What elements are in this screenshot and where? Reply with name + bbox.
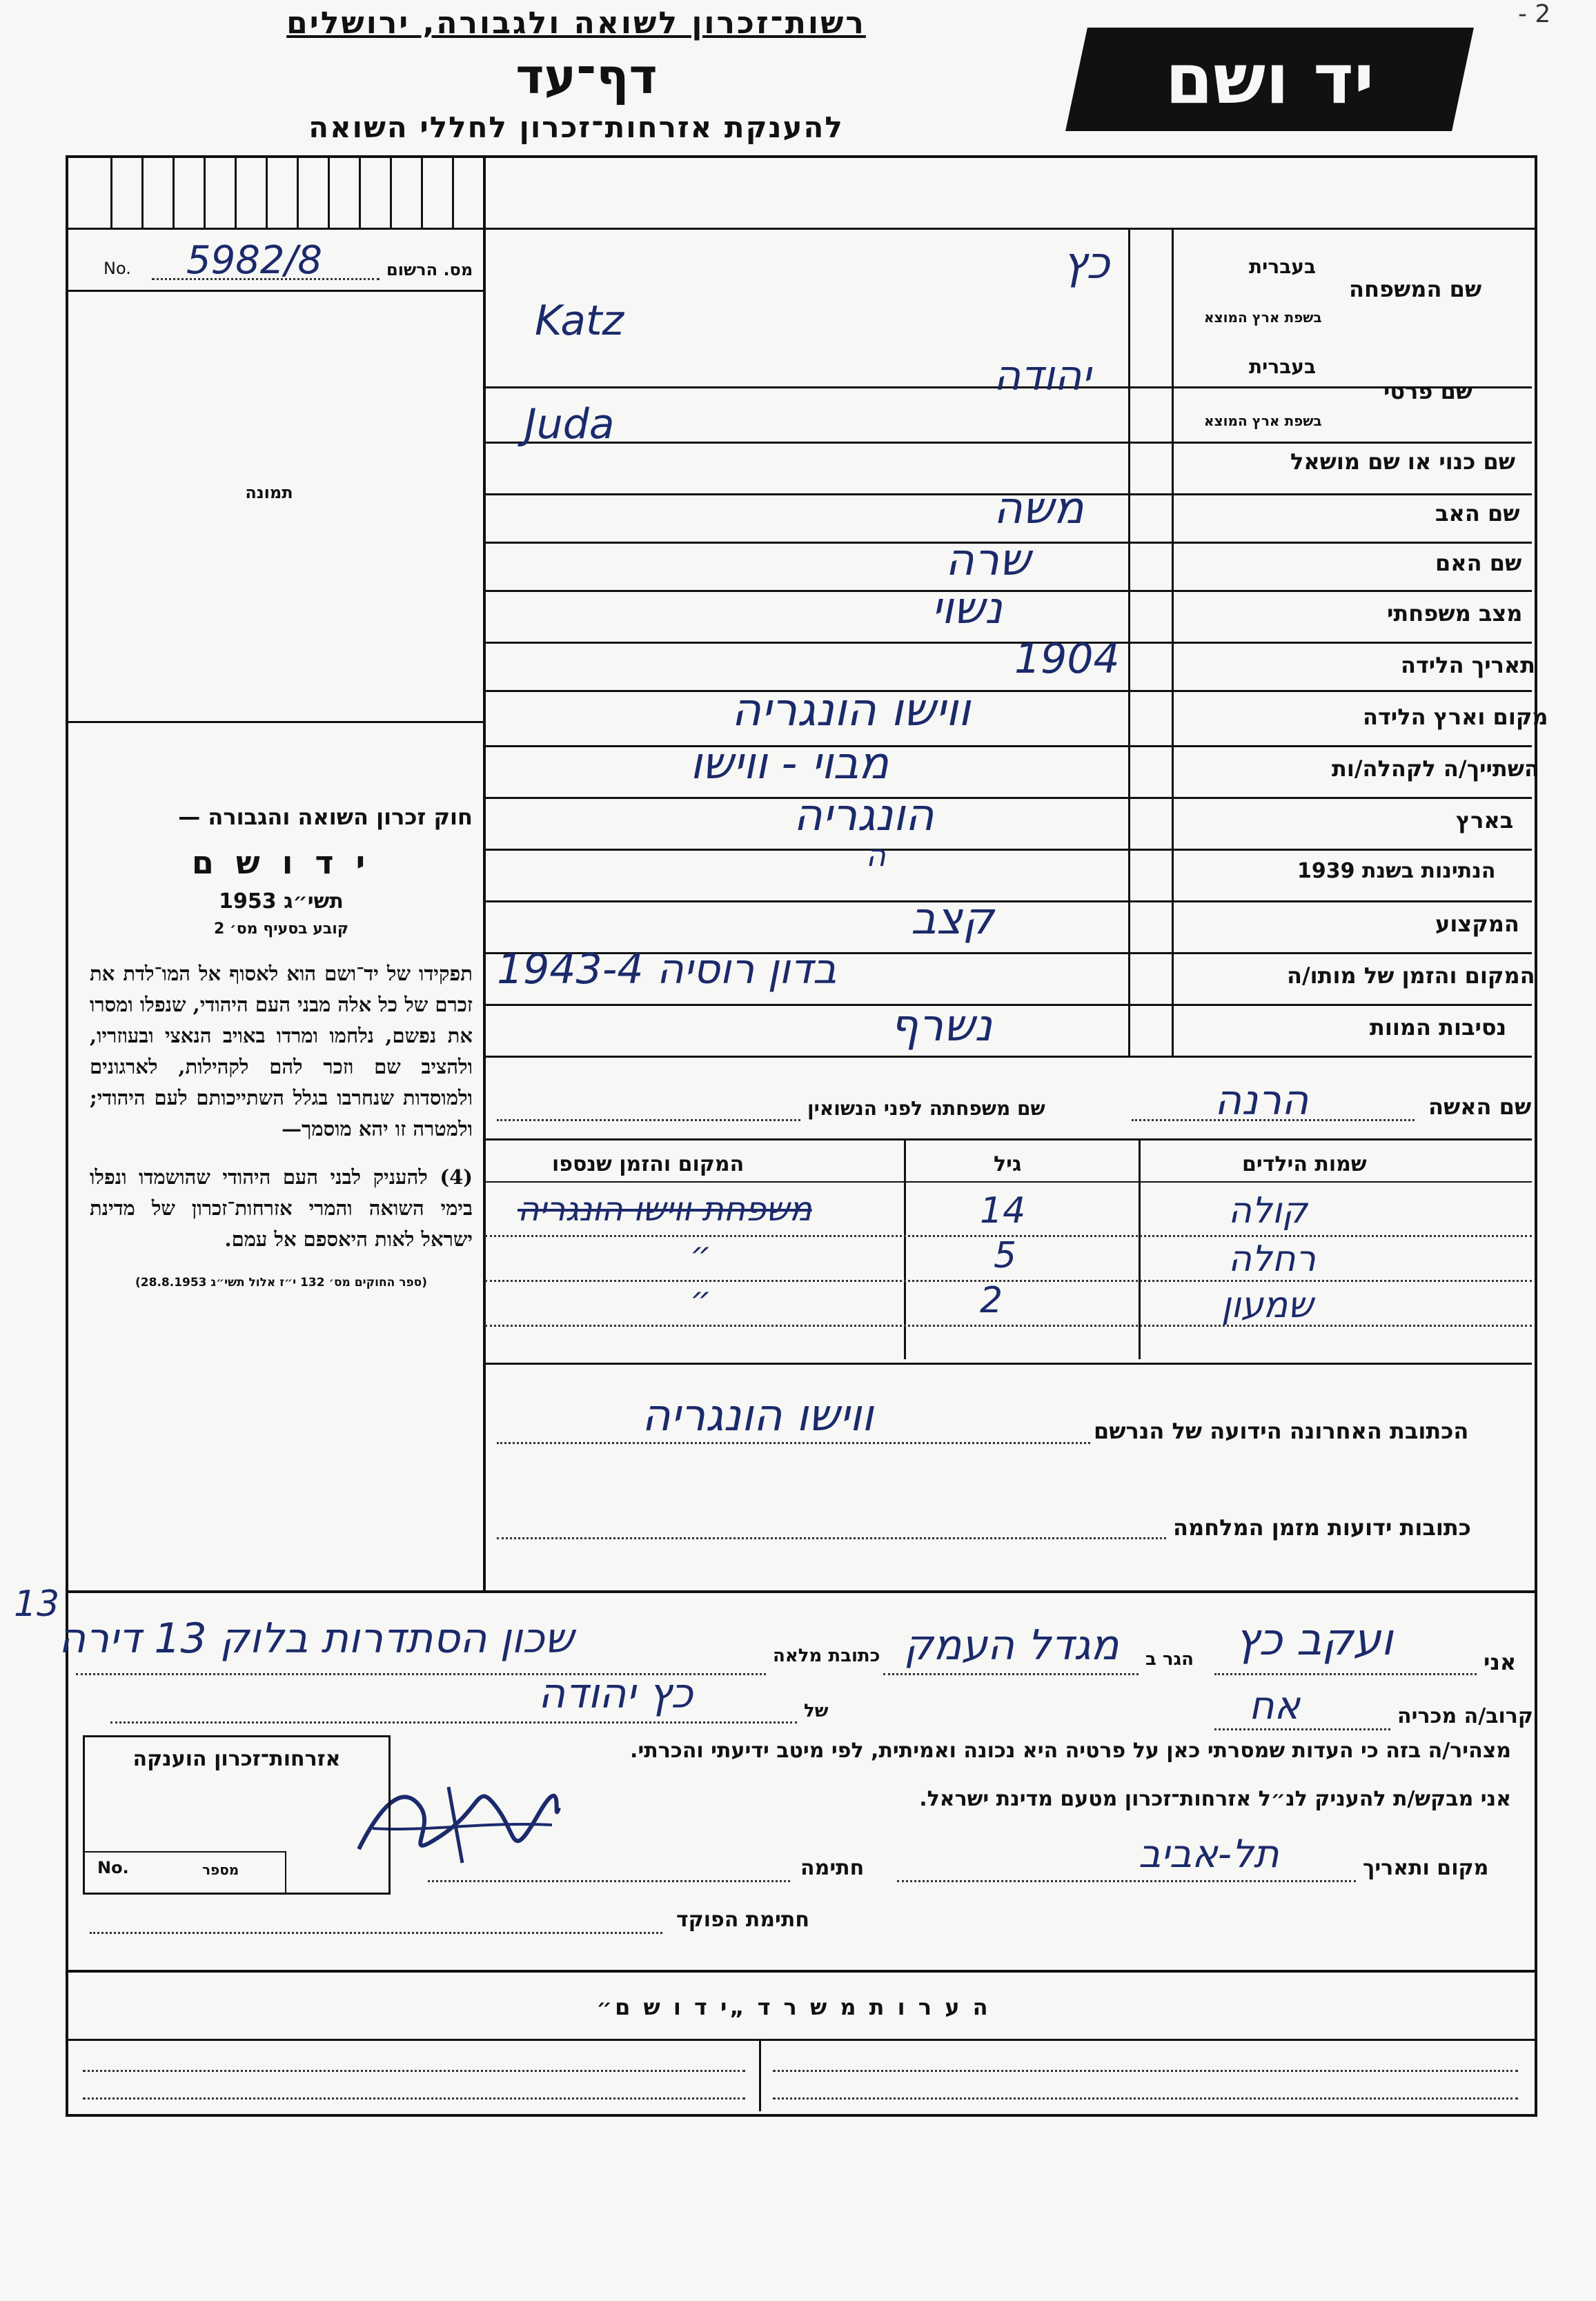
first-name-origin: Juda xyxy=(524,400,615,448)
child-1-age: 14 xyxy=(980,1190,1026,1232)
wife-label: שם האשה xyxy=(1428,1094,1532,1120)
child-2-place: ״ xyxy=(690,1235,711,1274)
first-name-hebrew: יהודה xyxy=(994,352,1091,400)
registration-number: 5982/8 xyxy=(186,238,323,283)
office-remarks-title: ה ע ר ו ת מ ש ר ד „י ד ו ש ם״ xyxy=(596,1994,991,2020)
child-1-place: משפחת ווישו הונגריה xyxy=(518,1190,812,1229)
marital-label: מצב משפחתי xyxy=(1387,600,1523,626)
birthplace-value: ווישו הונגריה xyxy=(731,683,971,736)
witness-i-label: אני xyxy=(1484,1649,1517,1675)
war-address-label: כתובות ידועות מזמן המלחמה xyxy=(1173,1514,1471,1541)
profession-label: המקצוע xyxy=(1435,911,1519,937)
child-3-name: שמעון xyxy=(1221,1285,1314,1326)
first-name-label: שם פרטי xyxy=(1383,378,1473,404)
law-clause: קובע בסעיף מס׳ 2 xyxy=(213,920,349,938)
citizenship-number-label: מספר xyxy=(202,1861,239,1878)
witness-name: ועקב כץ xyxy=(1235,1614,1393,1666)
law-block xyxy=(90,804,473,1290)
citizenship-title: אזרחות־זכרון הוענקה xyxy=(132,1747,341,1771)
logo-text: יד ושם xyxy=(1165,39,1375,119)
child-3-place: ״ xyxy=(690,1280,711,1319)
child-1-name: קולה xyxy=(1228,1190,1308,1232)
country-value: הונגריה xyxy=(794,790,934,841)
witness-city: מגדל העמק xyxy=(904,1621,1119,1670)
signature-label: חתימה xyxy=(800,1856,865,1880)
witness-lives-label: הגר ב xyxy=(1145,1649,1194,1670)
family-name-label: שם המשפחה xyxy=(1349,276,1482,302)
father-label: שם האב xyxy=(1435,500,1520,526)
death-place-value: בדון רוסיה 1943-4 xyxy=(497,945,837,994)
family-origin-label: בשפת ארץ המוצא xyxy=(1204,309,1322,326)
form-subtitle: להענקת אזרחות־זכרון לחללי השואה xyxy=(308,110,844,144)
death-circumstances-label: נסיבות המוות xyxy=(1370,1014,1507,1040)
profession-value: קצב xyxy=(911,893,994,945)
margin-number: 13 xyxy=(14,1583,60,1625)
law-year: תשי״ג 1953 xyxy=(219,889,344,914)
relative-label: קרוב/ה מכריה xyxy=(1397,1704,1533,1728)
law-title: חוק זכרון השואה והגבורה — xyxy=(178,804,473,830)
registration-label: מס. הרשום xyxy=(386,260,473,279)
form-title: דף־עד xyxy=(515,48,658,105)
family-name-hebrew: כץ xyxy=(1063,238,1110,289)
child-2-age: 5 xyxy=(994,1235,1017,1276)
citizenship-box xyxy=(83,1735,391,1895)
yad-vashem-logo xyxy=(1065,28,1474,131)
father-value: משה xyxy=(994,483,1084,534)
declaration-text: מצהיר/ה בזה כי העדות שמסרתי כאן על פרטיה היא נכונה ואמיתית, לפי מיטב ידיעתי והכרתי. xyxy=(630,1739,1511,1763)
place-date-label: מקום ותאריך xyxy=(1363,1856,1489,1880)
of-label: של xyxy=(804,1701,829,1721)
wife-value: הרנה xyxy=(1214,1076,1309,1125)
death-circumstances-value: נשרף xyxy=(890,1000,993,1051)
law-text-2: (4) להעניק לבני העם היהודי שהושמדו ונפלו בימי השואה והמרי אזרחות־זכרון של מדינת ישראל לאות היאספם אל עמם. xyxy=(90,1165,473,1251)
no-label: No. xyxy=(104,259,131,278)
witness-address-label: כתובת מלאה xyxy=(773,1646,880,1666)
wife-maiden-label: שם משפחתה לפני הנשואין xyxy=(807,1097,1045,1120)
children-age-header: גיל xyxy=(994,1152,1022,1176)
law-name: י ד ו ש ם xyxy=(191,844,371,881)
family-hebrew-label: בעברית xyxy=(1249,255,1317,278)
country-label: בארץ xyxy=(1456,807,1514,833)
birthdate-label: תאריך הלידה xyxy=(1401,652,1536,678)
child-3-age: 2 xyxy=(980,1280,1003,1321)
first-hebrew-label: בעברית xyxy=(1249,355,1317,378)
community-label: השתייך/ה לקהלה/ות xyxy=(1332,756,1540,782)
registration-row xyxy=(97,238,476,286)
law-citation: (ספר החוקים מס׳ 132 י״ז אלול תשי״ג 28.8.1953) xyxy=(135,1276,427,1290)
community-value: מבוי - ווישו xyxy=(690,738,889,789)
birthplace-label: מקום וארץ הלידה xyxy=(1363,704,1548,730)
child-2-name: רחלה xyxy=(1228,1238,1316,1280)
last-address-label: הכתובת האחרונה הידועה של הנרשם xyxy=(1094,1418,1469,1444)
request-text: אני מבקש/ת להעניק לנ״ל אזרחות־זכרון מטעם מדינת ישראל. xyxy=(919,1787,1511,1811)
residence-label: הנתינות בשנת 1939 xyxy=(1297,859,1496,883)
citizenship-no-label: No. xyxy=(97,1858,129,1877)
nickname-label: שם כנוי או שם מושאל xyxy=(1290,448,1516,475)
mother-label: שם האם xyxy=(1435,550,1522,576)
official-signature-label: חתימת הפוקד xyxy=(676,1908,809,1932)
children-place-header: המקום והזמן שנספו xyxy=(552,1152,745,1176)
first-origin-label: בשפת ארץ המוצא xyxy=(1204,413,1322,429)
mother-value: שרה xyxy=(945,535,1031,586)
photo-label: תמונה xyxy=(245,483,293,502)
death-place-label: המקום והזמן של מותו/ה xyxy=(1287,962,1535,989)
law-text-1: תפקידו של יד־ושם הוא לאסוף אל המו־לדת את זכרם של כל אלה מבני העם היהודי, שנפלו ומסרו את נפשם, נלחמו ומרדו באויב הנאצי ובעוזריו, ולהציב שם וזכר להם לקהילות, לארגונים ולמוסדות שנחרבו בגלל השתייכותם לעם היהודי; ולמטרה זו יהא מוסמך— xyxy=(90,962,473,1140)
witness-address: שכון הסתדרות בלוק 13 דירה xyxy=(59,1614,574,1663)
corner-mark: - 2 xyxy=(1518,0,1551,28)
birthdate-value: 1904 xyxy=(1014,635,1120,683)
authority-title: רשות־זכרון לשואה ולגבורה, ירושלים xyxy=(286,6,866,41)
relation-value: אח xyxy=(1249,1683,1301,1728)
family-name-origin: Katz xyxy=(535,297,624,345)
last-address-value: ווישו הונגריה xyxy=(642,1390,874,1441)
place-date-value: תל-אביב xyxy=(1139,1832,1279,1877)
residence-value: ה xyxy=(866,838,886,873)
children-name-header: שמות הילדים xyxy=(1242,1152,1367,1176)
marital-value: נשוי xyxy=(932,583,1003,634)
of-value: כץ יהודה xyxy=(538,1670,693,1718)
